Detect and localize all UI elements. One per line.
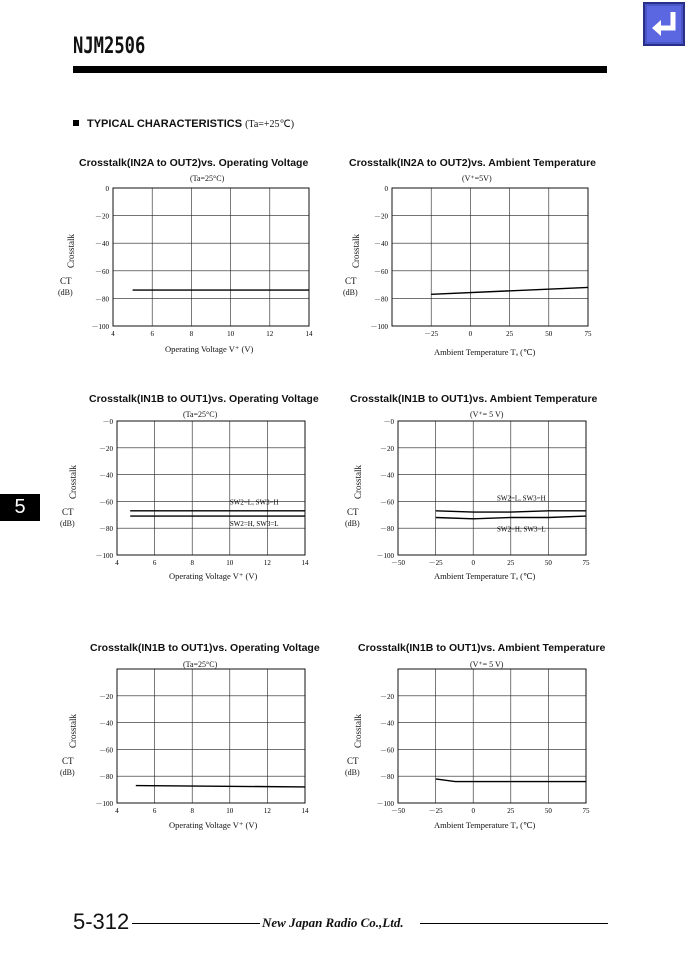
- x-tick-label: 6: [152, 807, 157, 815]
- y-axis-label-ct: CT: [62, 756, 74, 766]
- x-axis-label: Operating Voltage V⁺ (V): [169, 571, 258, 581]
- x-tick-label: 25: [506, 330, 514, 338]
- x-axis-label: Ambient Temperature Tₐ (℃): [434, 571, 536, 581]
- x-axis-label: Ambient Temperature Tₐ (℃): [434, 347, 536, 357]
- x-tick-label: －50: [391, 559, 405, 567]
- plot-area: [67, 413, 315, 577]
- y-axis-label-rotated: Crosstalk: [68, 713, 78, 748]
- y-axis-label-rotated: Crosstalk: [66, 233, 76, 268]
- x-tick-label: 8: [189, 330, 194, 338]
- chart-title: Crosstalk(IN1B to OUT1)vs. Ambient Temperature: [358, 642, 606, 654]
- series-annotation: SW2=L, SW3=H: [496, 494, 546, 503]
- plot-frame: [117, 421, 305, 555]
- y-tick-label: －60: [99, 498, 113, 507]
- x-tick-label: 4: [115, 559, 119, 567]
- y-tick-label: －100: [376, 552, 394, 560]
- chart-condition: (Ta=25°C): [183, 660, 218, 669]
- y-axis-label-ct: CT: [62, 507, 74, 517]
- y-axis-label-rotated: Crosstalk: [353, 464, 363, 499]
- part-number: NJM2506: [73, 34, 146, 59]
- footer-page-number: 5-312: [73, 909, 130, 934]
- plot-frame: [398, 421, 586, 555]
- x-tick-label: 75: [582, 807, 590, 815]
- y-tick-label: －100: [370, 323, 388, 331]
- x-tick-label: 75: [582, 559, 590, 567]
- x-tick-label: 10: [226, 807, 234, 815]
- plot-area: [348, 413, 596, 577]
- bullet-icon: [73, 120, 79, 126]
- x-axis-label: Operating Voltage V⁺ (V): [165, 344, 254, 354]
- y-axis-label-ct: CT: [347, 756, 359, 766]
- x-tick-label: 0: [471, 807, 475, 815]
- y-axis-label-unit: (dB): [58, 288, 73, 297]
- plot-area: [348, 661, 596, 825]
- y-axis-label-ct: CT: [60, 276, 72, 286]
- chart-condition: (Ta=25°C): [190, 174, 225, 183]
- chart-condition: (V⁺=5V): [462, 174, 492, 183]
- plot-frame: [117, 669, 305, 803]
- x-tick-label: －50: [391, 807, 405, 815]
- x-tick-label: 4: [115, 807, 119, 815]
- y-tick-label: －0: [102, 418, 113, 426]
- x-tick-label: 12: [263, 559, 271, 567]
- y-axis-label-ct: CT: [347, 507, 359, 517]
- section-heading: [73, 118, 294, 130]
- y-tick-label: －20: [99, 692, 113, 701]
- x-tick-label: 0: [471, 559, 475, 567]
- chart-title: Crosstalk(IN2A to OUT2)vs. Operating Voltage: [79, 157, 309, 169]
- section-heading-text: TYPICAL CHARACTERISTICS: [87, 118, 243, 130]
- y-tick-label: －20: [95, 212, 109, 221]
- chart-condition: (V⁺= 5 V): [470, 410, 504, 419]
- y-axis-label-unit: (dB): [345, 519, 360, 528]
- plot-area: [67, 661, 315, 825]
- x-tick-label: 25: [507, 807, 515, 815]
- y-tick-label: －20: [374, 212, 388, 221]
- x-tick-label: 10: [227, 330, 235, 338]
- footer-rule-right: [420, 923, 608, 924]
- y-tick-label: 0: [105, 185, 109, 193]
- y-tick-label: －100: [376, 800, 394, 808]
- plot-frame: [113, 188, 309, 326]
- x-tick-label: 50: [544, 807, 552, 815]
- y-tick-label: 0: [384, 185, 388, 193]
- x-tick-label: 10: [226, 559, 234, 567]
- y-tick-label: －40: [380, 719, 394, 728]
- series-annotation: SW2=H, SW3=L: [229, 520, 279, 529]
- chart-condition: (Ta=25°C): [183, 410, 218, 419]
- y-tick-label: －80: [380, 773, 394, 782]
- y-tick-label: －60: [380, 498, 394, 507]
- x-tick-label: 14: [301, 559, 309, 567]
- y-tick-label: －60: [95, 267, 109, 276]
- x-tick-label: －25: [428, 807, 443, 815]
- x-tick-label: －25: [428, 559, 443, 567]
- y-tick-label: －40: [374, 240, 388, 249]
- y-tick-label: －60: [374, 267, 388, 276]
- y-tick-label: －80: [380, 525, 394, 534]
- plot-area: [63, 180, 319, 348]
- x-axis-label: Ambient Temperature Tₐ (℃): [434, 820, 536, 830]
- chart-title: Crosstalk(IN1B to OUT1)vs. Operating Voltage: [89, 393, 319, 405]
- x-tick-label: 6: [152, 559, 157, 567]
- y-axis-label-unit: (dB): [345, 768, 360, 777]
- y-tick-label: －60: [99, 746, 113, 755]
- section-condition: (Ta=+25℃): [245, 119, 295, 130]
- y-tick-label: －0: [383, 418, 394, 426]
- y-axis-label-rotated: Crosstalk: [68, 464, 78, 499]
- plot-frame: [398, 669, 586, 803]
- y-tick-label: －60: [380, 746, 394, 755]
- x-tick-label: 12: [263, 807, 271, 815]
- y-tick-label: －80: [99, 525, 113, 534]
- y-tick-label: －80: [374, 295, 388, 304]
- y-axis-label-rotated: Crosstalk: [351, 233, 361, 268]
- y-axis-label-rotated: Crosstalk: [353, 713, 363, 748]
- series-annotation: SW2=H, SW3=L: [496, 525, 546, 534]
- x-tick-label: 0: [468, 330, 473, 338]
- chapter-tab: 5: [0, 494, 40, 521]
- x-tick-label: －25: [424, 330, 439, 338]
- y-tick-label: －100: [95, 800, 113, 808]
- y-tick-label: －80: [95, 295, 109, 304]
- x-tick-label: 50: [544, 559, 552, 567]
- x-tick-label: 75: [584, 330, 592, 338]
- y-tick-label: －100: [91, 323, 109, 331]
- x-tick-label: 14: [305, 330, 313, 338]
- y-axis-label-unit: (dB): [60, 768, 75, 777]
- y-tick-label: －20: [99, 444, 113, 453]
- y-tick-label: －80: [99, 773, 113, 782]
- y-axis-label-unit: (dB): [343, 288, 358, 297]
- y-tick-label: －20: [380, 692, 394, 701]
- y-tick-label: －100: [95, 552, 113, 560]
- y-tick-label: －40: [380, 471, 394, 480]
- y-axis-label-unit: (dB): [60, 519, 75, 528]
- x-tick-label: 8: [190, 559, 194, 567]
- plot-frame: [392, 188, 588, 326]
- x-tick-label: 8: [190, 807, 194, 815]
- y-tick-label: －20: [380, 444, 394, 453]
- footer-rule-left: [132, 923, 260, 924]
- x-tick-label: 12: [266, 330, 274, 338]
- x-axis-label: Operating Voltage V⁺ (V): [169, 820, 258, 830]
- chart-title: Crosstalk(IN1B to OUT1)vs. Operating Voltage: [90, 642, 320, 654]
- series-line-0: [136, 786, 305, 787]
- x-tick-label: 25: [507, 559, 515, 567]
- back-button[interactable]: [643, 2, 685, 46]
- chart-title: Crosstalk(IN2A to OUT2)vs. Ambient Temperature: [349, 157, 596, 169]
- x-tick-label: 50: [545, 330, 553, 338]
- x-tick-label: 14: [301, 807, 309, 815]
- footer-company: New Japan Radio Co.,Ltd.: [262, 915, 404, 930]
- chart-title: Crosstalk(IN1B to OUT1)vs. Ambient Temperature: [350, 393, 598, 405]
- x-tick-label: 6: [150, 330, 154, 338]
- header-rule: [73, 66, 607, 73]
- chart-condition: (V⁺= 5 V): [470, 660, 504, 669]
- x-tick-label: 4: [111, 330, 115, 338]
- plot-area: [342, 180, 598, 348]
- y-axis-label-ct: CT: [345, 276, 357, 286]
- y-tick-label: －40: [99, 719, 113, 728]
- return-arrow-icon: [645, 4, 683, 44]
- y-tick-label: －40: [99, 471, 113, 480]
- y-tick-label: －40: [95, 240, 109, 249]
- series-annotation: SW2=L, SW3=H: [229, 498, 279, 507]
